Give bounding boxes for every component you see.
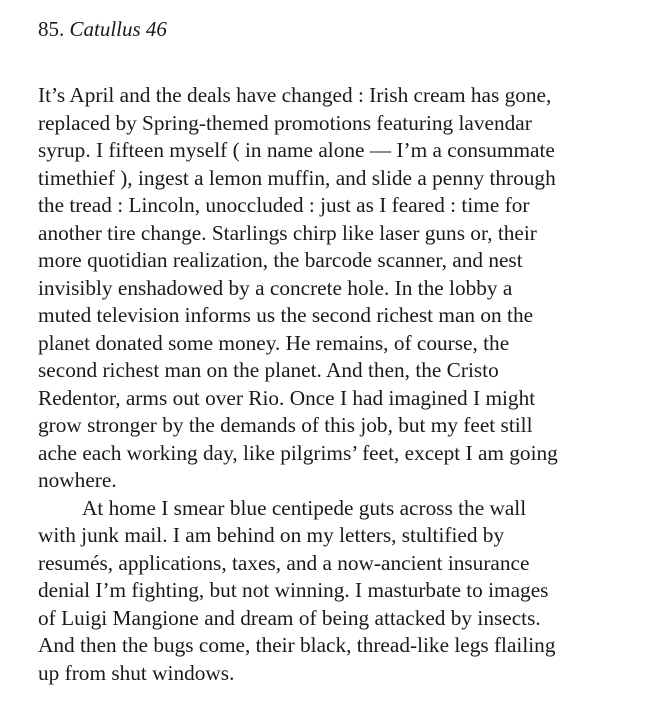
text-line: timethief ), ingest a lemon muffin, and slide a penny through <box>38 165 556 190</box>
poem-title: Catullus 46 <box>69 17 167 41</box>
text-line: of Luigi Mangione and dream of being attacked by insects. <box>38 605 541 630</box>
paragraph-2 <box>38 495 628 688</box>
text-line: denial I’m fighting, but not winning. I masturbate to images <box>38 578 549 602</box>
text-line: resumés, applications, taxes, and a now-ancient insurance <box>38 550 530 575</box>
text-line: up from shut windows. <box>38 660 235 685</box>
text-line: invisibly enshadowed by a concrete hole. In the lobby a <box>38 275 513 300</box>
poem-heading <box>38 14 628 44</box>
poem-number: 85. <box>38 17 65 41</box>
text-line: It’s April and the deals have changed : Irish cream has gone, <box>38 83 552 107</box>
text-line: And then the bugs come, their black, thread-like legs flailing <box>38 633 556 657</box>
text-line: nowhere. <box>38 468 117 492</box>
paragraph-1 <box>38 82 628 495</box>
text-line: planet donated some money. He remains, of course, the <box>38 330 510 355</box>
text-line: muted television informs us the second richest man on the <box>38 303 534 327</box>
text-line: At home I smear blue centipede guts across the wall <box>82 495 527 520</box>
text-line: Redentor, arms out over Rio. Once I had imagined I might <box>38 385 536 410</box>
text-line: syrup. I fifteen myself ( in name alone — I’m a consummate <box>38 138 555 162</box>
text-line: another tire change. Starlings chirp like laser guns or, their <box>38 220 537 245</box>
text-line: more quotidian realization, the barcode scanner, and nest <box>38 248 523 272</box>
text-line: ache each working day, like pilgrims’ feet, except I am going <box>38 440 558 465</box>
text-line: grow stronger by the demands of this job, but my feet still <box>38 413 533 437</box>
text-line: second richest man on the planet. And then, the Cristo <box>38 358 499 382</box>
text-line: the tread : Lincoln, unoccluded : just as I feared : time for <box>38 193 530 217</box>
text-line: with junk mail. I am behind on my letters, stultified by <box>38 523 505 547</box>
text-line: replaced by Spring-themed promotions featuring lavendar <box>38 110 532 135</box>
document-page <box>38 14 628 687</box>
